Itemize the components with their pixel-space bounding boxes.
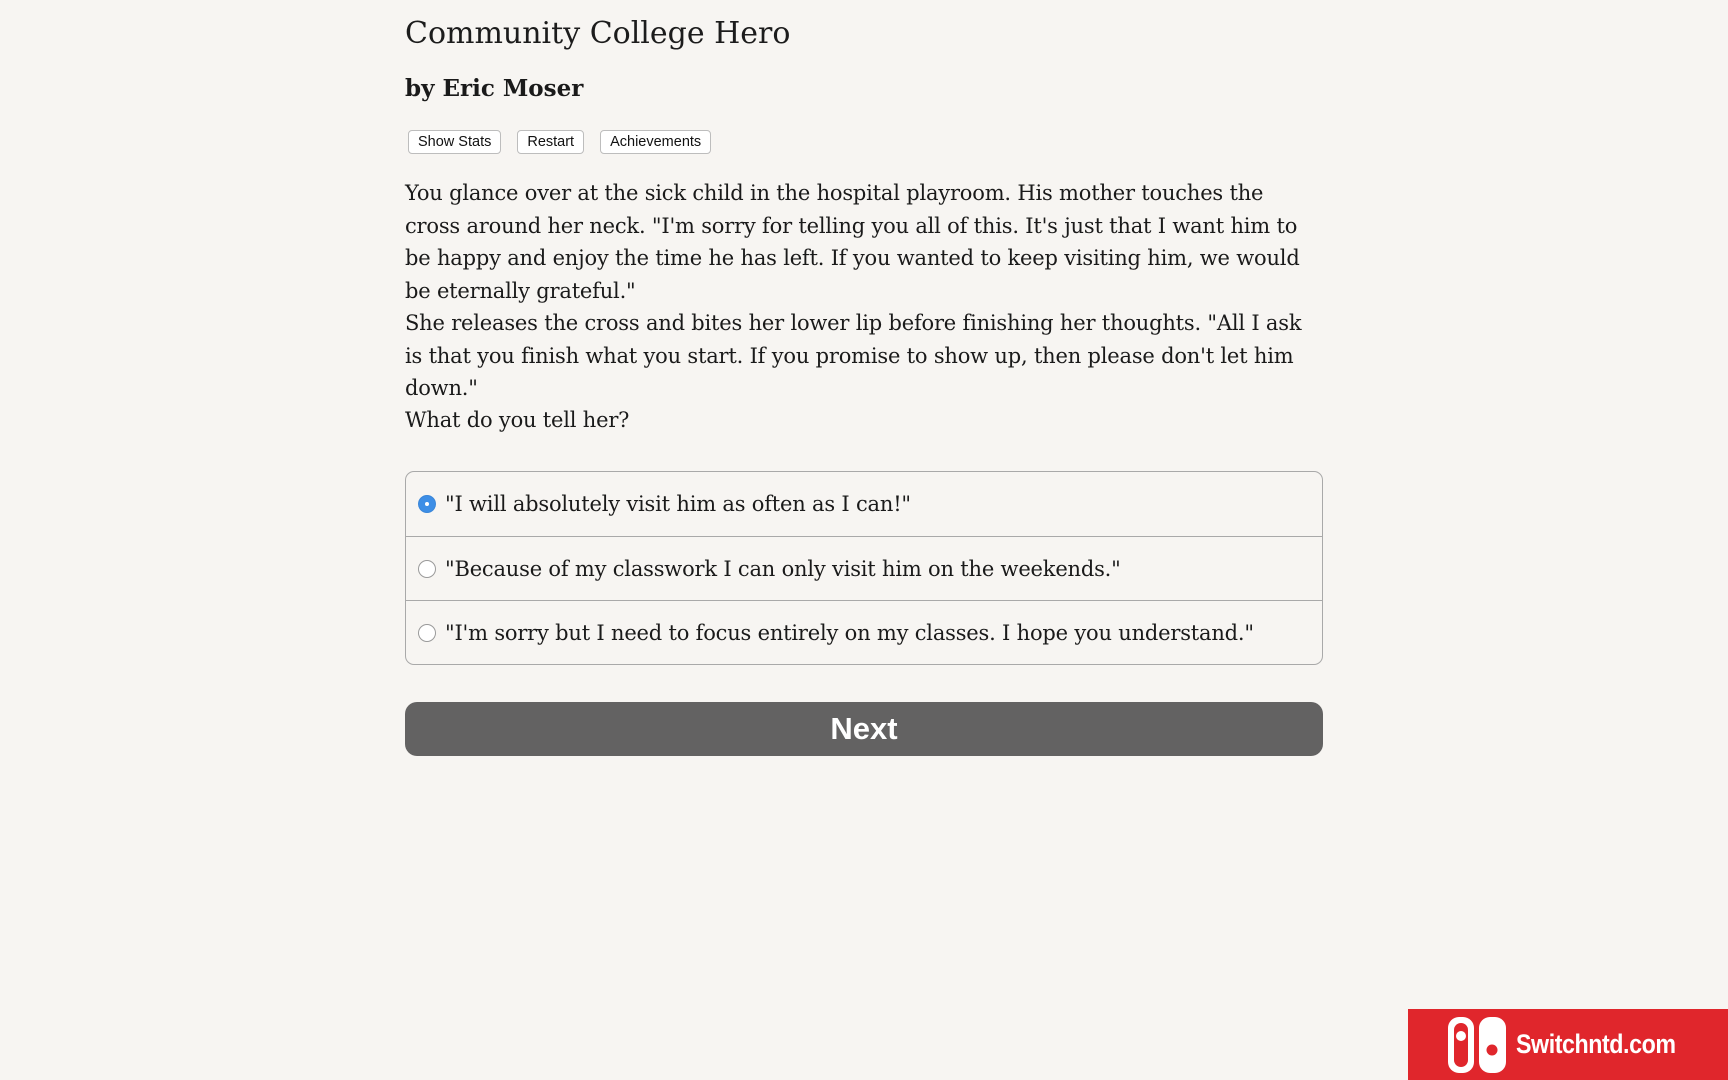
watermark-text: Switchntd.com <box>1516 1029 1676 1059</box>
choice-label: "Because of my classwork I can only visit him on the weekends." <box>445 556 1121 581</box>
watermark-banner <box>1408 1009 1728 1080</box>
game-title: Community College Hero <box>405 16 791 51</box>
story-paragraph: You glance over at the sick child in the hospital playroom. His mother touches the cross around her neck. "I'm sorry for telling you all of this. It's just that I want him to be happy and enjoy the time he has left. If you wanted to keep visiting him, we would be eternally grateful." <box>405 181 1300 303</box>
choice-prompt: What do you tell her? <box>405 408 630 432</box>
choice-label: "I will absolutely visit him as often as I can!" <box>445 492 911 516</box>
next-button[interactable]: Next <box>405 702 1323 756</box>
story-paragraph: She releases the cross and bites her lower lip before finishing her thoughts. "All I ask is that you finish what you start. If you promise to show up, then please don't let him down." <box>405 311 1302 400</box>
radio-button[interactable] <box>418 624 436 642</box>
show-stats-button[interactable]: Show Stats <box>408 130 501 154</box>
radio-button[interactable] <box>418 560 436 578</box>
choice-option-1[interactable] <box>406 472 1322 536</box>
restart-button[interactable]: Restart <box>517 130 584 154</box>
choice-label: "I'm sorry but I need to focus entirely on my classes. I hope you understand." <box>445 620 1254 645</box>
choice-list <box>405 471 1323 665</box>
achievements-button[interactable]: Achievements <box>600 130 711 154</box>
toolbar <box>408 130 711 154</box>
switch-logo-icon <box>1446 1014 1508 1076</box>
radio-button[interactable] <box>418 495 436 513</box>
choice-option-3[interactable] <box>406 600 1322 664</box>
choice-option-2[interactable] <box>406 536 1322 600</box>
game-author: by Eric Moser <box>405 75 584 102</box>
